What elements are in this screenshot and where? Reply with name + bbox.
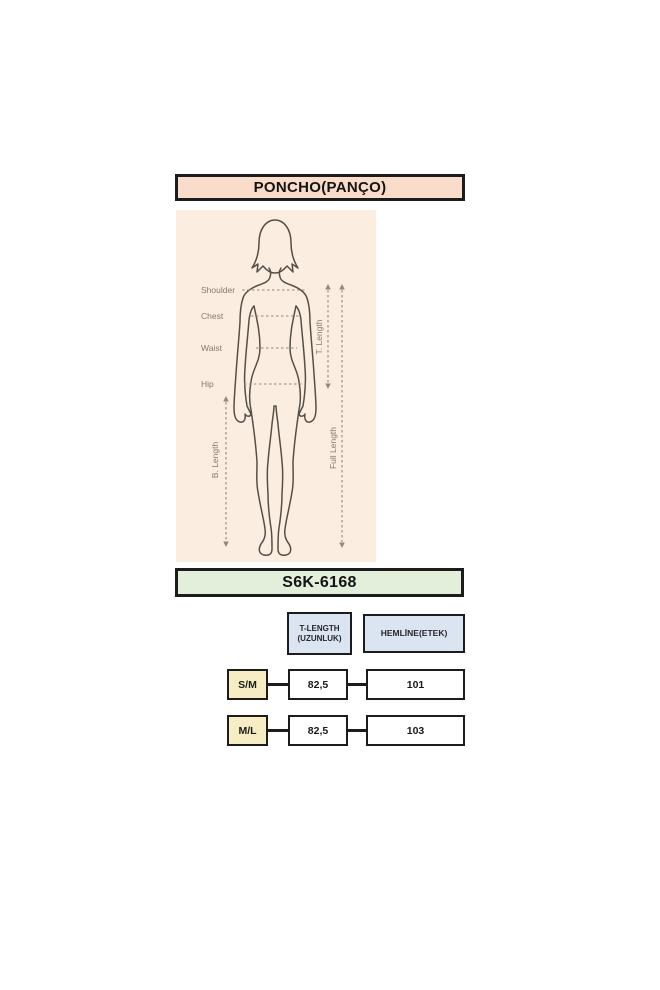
size-cell-sm — [227, 669, 268, 700]
t-length-header-line2: (UZUNLUK) — [297, 633, 342, 643]
product-code-bar — [175, 568, 464, 597]
hemline-value-ml — [366, 715, 465, 746]
measure-arrowheads — [223, 284, 345, 548]
hemline-value-sm-text: 101 — [406, 678, 425, 691]
size-label-sm: S/M — [238, 678, 257, 691]
hemline-value-ml-text: 103 — [406, 724, 425, 737]
t-length-value-sm-text: 82,5 — [307, 678, 329, 691]
t-length-header-line1: T-LENGTH — [299, 623, 340, 633]
hemline-header-label: HEMLİNE(ETEK) — [380, 628, 448, 639]
connector-line — [348, 729, 366, 732]
label-waist: Waist — [201, 343, 222, 353]
body-figure-illustration — [176, 210, 376, 562]
label-t-length: T. Length — [314, 319, 324, 355]
label-hip: Hip — [201, 379, 214, 389]
measure-dash-lines — [226, 290, 342, 542]
connector-line — [268, 729, 288, 732]
size-cell-ml — [227, 715, 268, 746]
connector-line — [348, 683, 366, 686]
garment-title: PONCHO(PANÇO) — [253, 179, 387, 196]
connector-line — [268, 683, 288, 686]
column-header-hemline — [363, 614, 465, 653]
label-full-length: Full Length — [328, 426, 338, 470]
body-measurement-diagram — [176, 210, 376, 562]
product-code: S6K-6168 — [282, 573, 357, 591]
t-length-value-ml — [288, 715, 348, 746]
body-outline — [234, 220, 316, 555]
label-shoulder: Shoulder — [201, 285, 236, 295]
t-length-value-sm — [288, 669, 348, 700]
title-bar — [175, 174, 465, 201]
column-header-t-length — [287, 612, 352, 655]
hemline-value-sm — [366, 669, 465, 700]
t-length-value-ml-text: 82,5 — [307, 724, 329, 737]
size-label-ml: M/L — [238, 724, 257, 737]
label-chest: Chest — [201, 311, 224, 321]
label-b-length: B. Length — [210, 441, 220, 479]
